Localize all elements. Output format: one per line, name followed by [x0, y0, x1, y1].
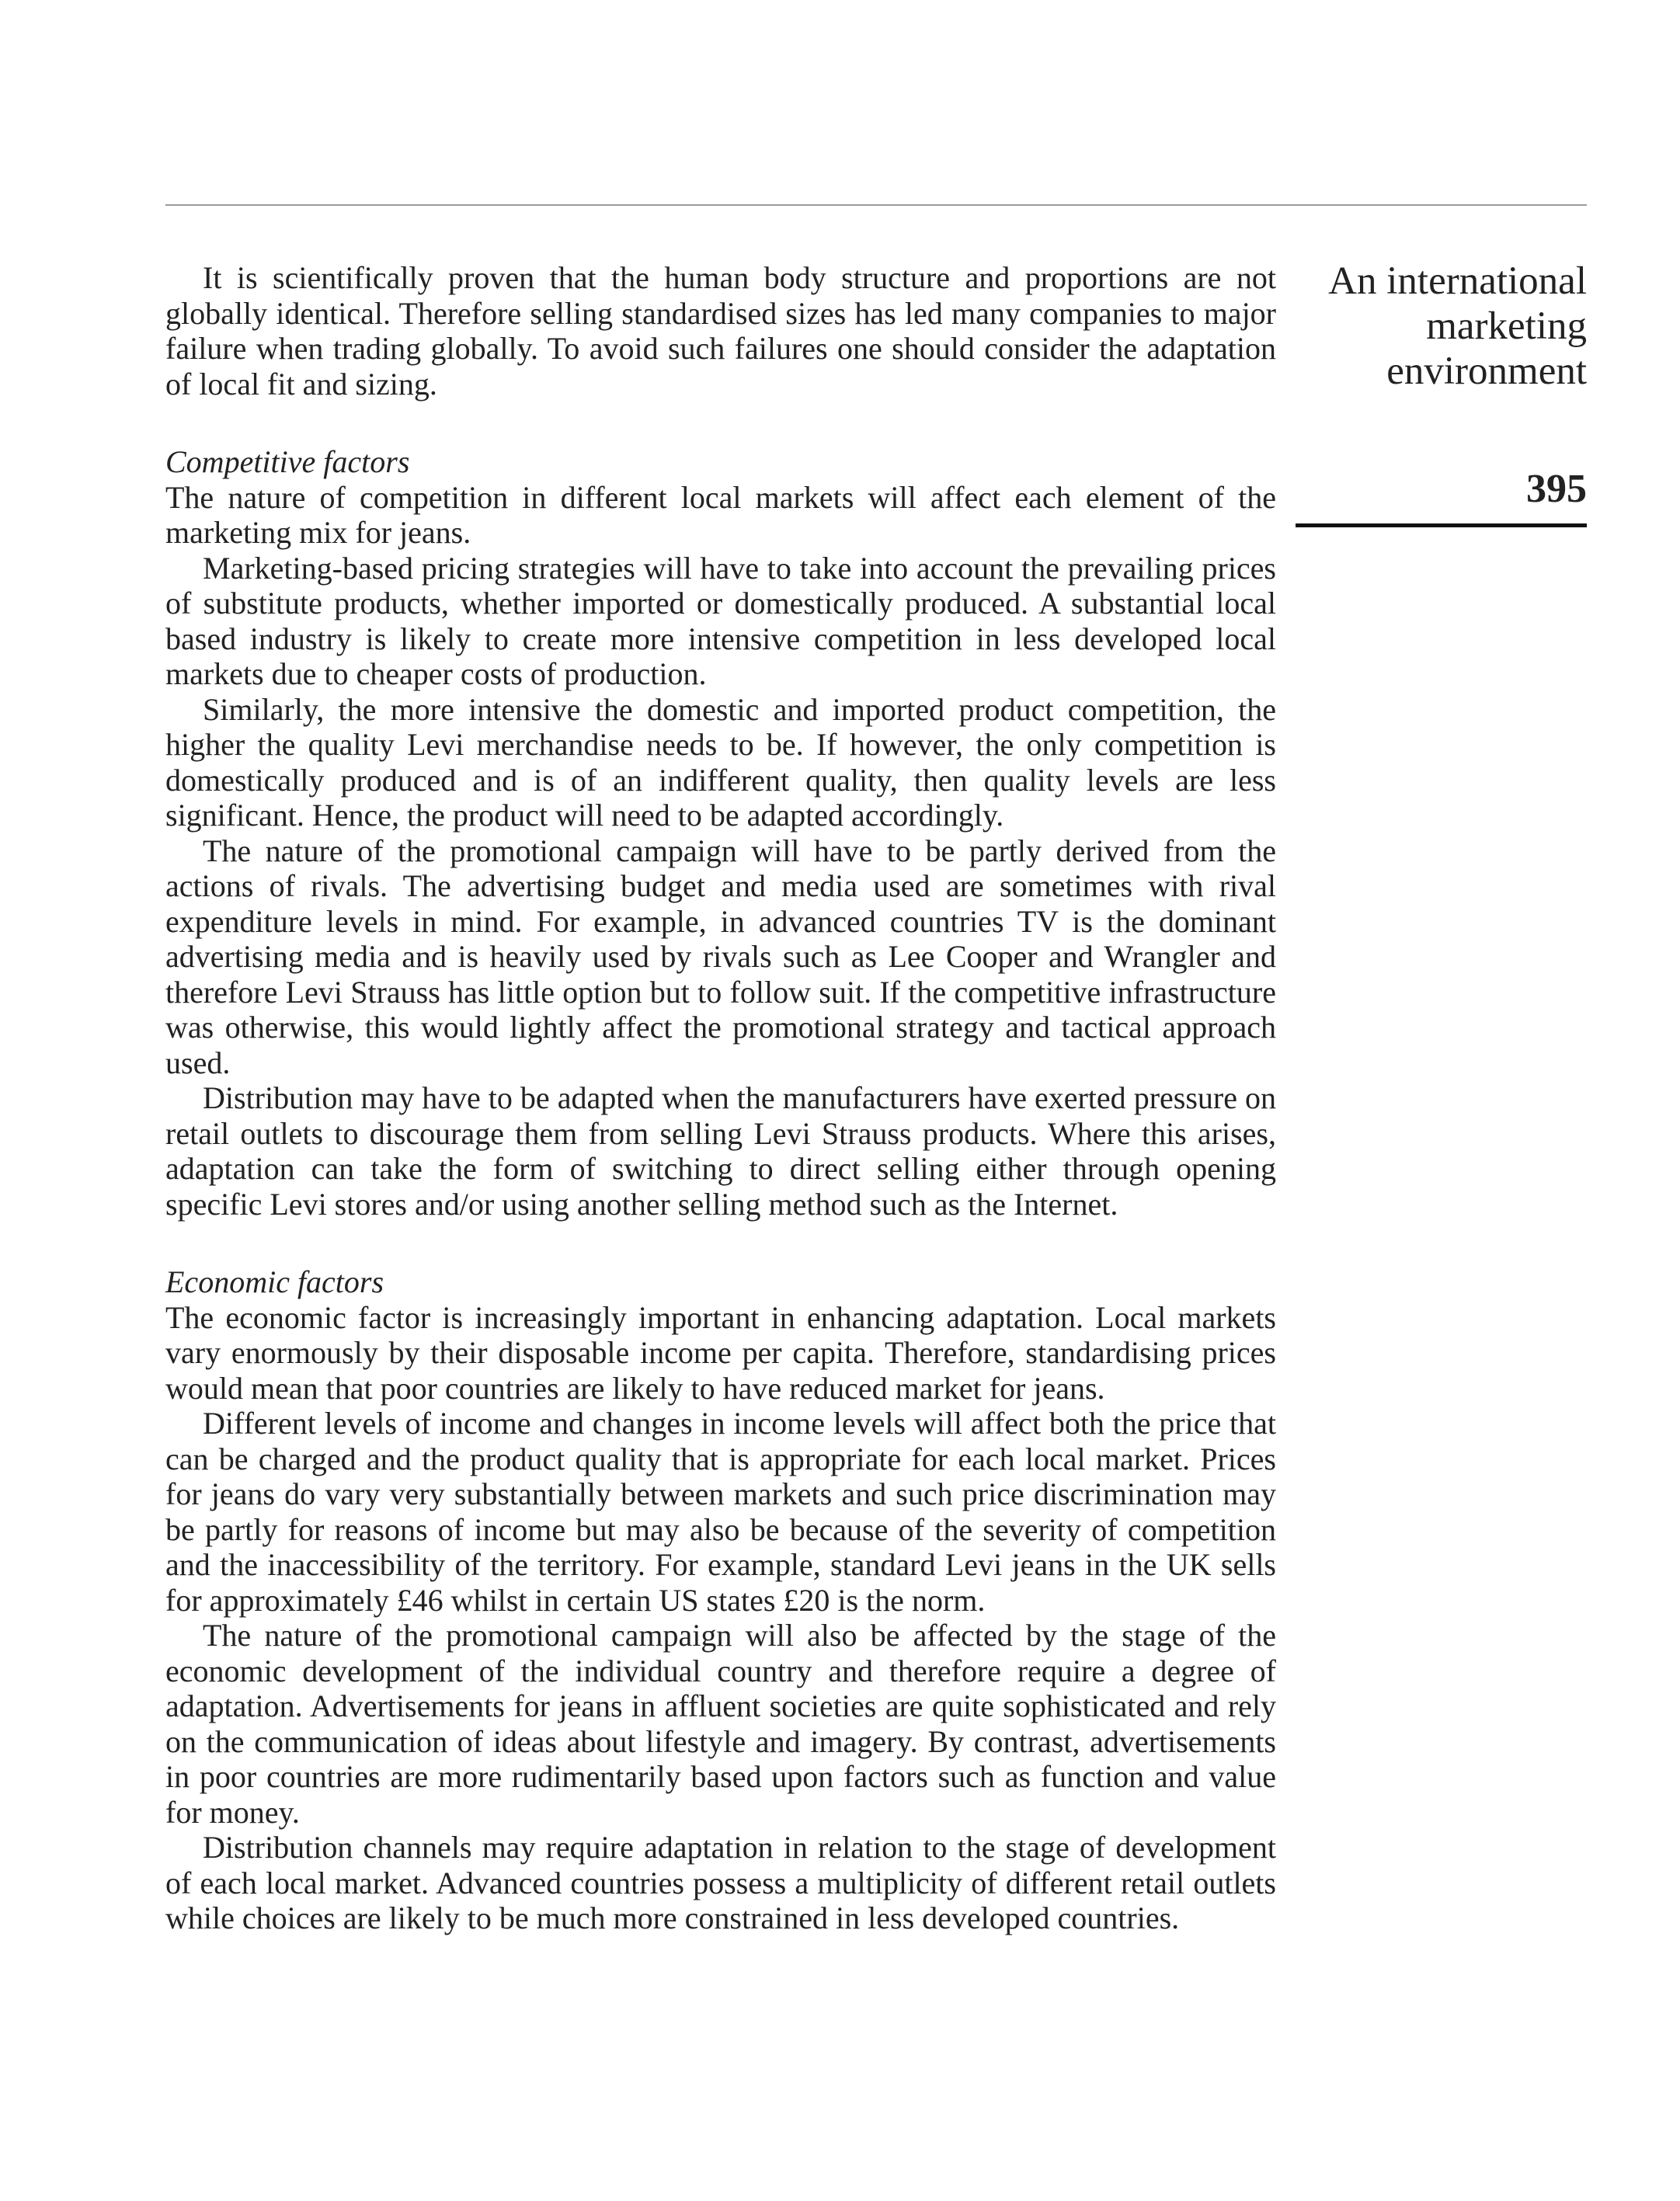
economic-paragraph-3: The nature of the promotional campaign will also be affected by the stage of the economic development of the individual country and therefore require a degree of adaptation. Advertisements for jeans in affluent societies are quite sophisticated and rely on the communication of ideas about lifestyle and imagery. By contrast, advertisements in poor countries are more rudimentarily based upon factors such as function and value for money.: [165, 1618, 1276, 1830]
economic-paragraph-1: The economic factor is increasingly important in enhancing adaptation. Local markets vary enormously by their disposable income per capita. Therefore, standardising prices would mean that poor countries are likely to have reduced market for jeans.: [165, 1299, 1276, 1406]
page-number: 395: [1526, 467, 1587, 511]
article-body: [165, 260, 1276, 1936]
competitive-paragraph-1: The nature of competition in different local markets will affect each element of the marketing mix for jeans.: [165, 479, 1276, 550]
intro-paragraph: It is scientifically proven that the human body structure and proportions are not globally identical. Therefore selling standardised sizes has led many companies to major failure when trading globally. To avoid such failures one should consider the adaptation of local fit and sizing.: [165, 260, 1276, 402]
competitive-factors-heading: Competitive factors: [165, 444, 410, 479]
competitive-paragraph-4: The nature of the promotional campaign will have to be partly derived from the actions of rivals. The advertising budget and media used are sometimes with rival expenditure levels in mind. For example, in advanced countries TV is the dominant advertising media and is heavily used by rivals such as Lee Cooper and Wrangler and therefore Levi Strauss has little option but to follow suit. If the competitive infrastructure was otherwise, this would lightly affect the promotional strategy and tactical approach used.: [165, 833, 1276, 1080]
page-number-rule: [1296, 523, 1587, 527]
running-title-line-1: An international: [1328, 259, 1587, 303]
running-title-line-3: environment: [1386, 349, 1587, 393]
running-title: [1276, 259, 1587, 394]
running-title-line-2: marketing: [1426, 304, 1587, 348]
economic-paragraph-4: Distribution channels may require adaptation in relation to the stage of development of each local market. Advanced countries possess a multiplicity of different retail outlets while choices are likely to be much more constrained in less developed countries.: [165, 1830, 1276, 1935]
competitive-paragraph-5: Distribution may have to be adapted when the manufacturers have exerted pressure on retail outlets to discourage them from selling Levi Strauss products. Where this arises, adaptation can take the form of switching to direct selling either through opening specific Levi stores and/or using another selling method such as the Internet.: [165, 1080, 1276, 1222]
top-rule: [165, 204, 1587, 206]
competitive-paragraph-2: Marketing-based pricing strategies will have to take into account the prevailing prices of substitute products, whether imported or domestically produced. A substantial local based industry is likely to create more intensive competition in less developed local markets due to cheaper costs of production.: [165, 550, 1276, 691]
economic-factors-heading: Economic factors: [165, 1264, 384, 1299]
competitive-paragraph-3: Similarly, the more intensive the domestic and imported product competition, the higher the quality Levi merchandise needs to be. If however, the only competition is domestically produced and is of an indifferent quality, then quality levels are less significant. Hence, the product will need to be adapted accordingly.: [165, 691, 1276, 833]
economic-paragraph-2: Different levels of income and changes in income levels will affect both the price that can be charged and the product quality that is appropriate for each local market. Prices for jeans do vary very substantially between markets and such price discrimination may be partly for reasons of income but may also be because of the severity of competition and the inaccessibility of the territory. For example, standard Levi jeans in the UK sells for approximately £46 whilst in certain US states £20 is the norm.: [165, 1406, 1276, 1618]
